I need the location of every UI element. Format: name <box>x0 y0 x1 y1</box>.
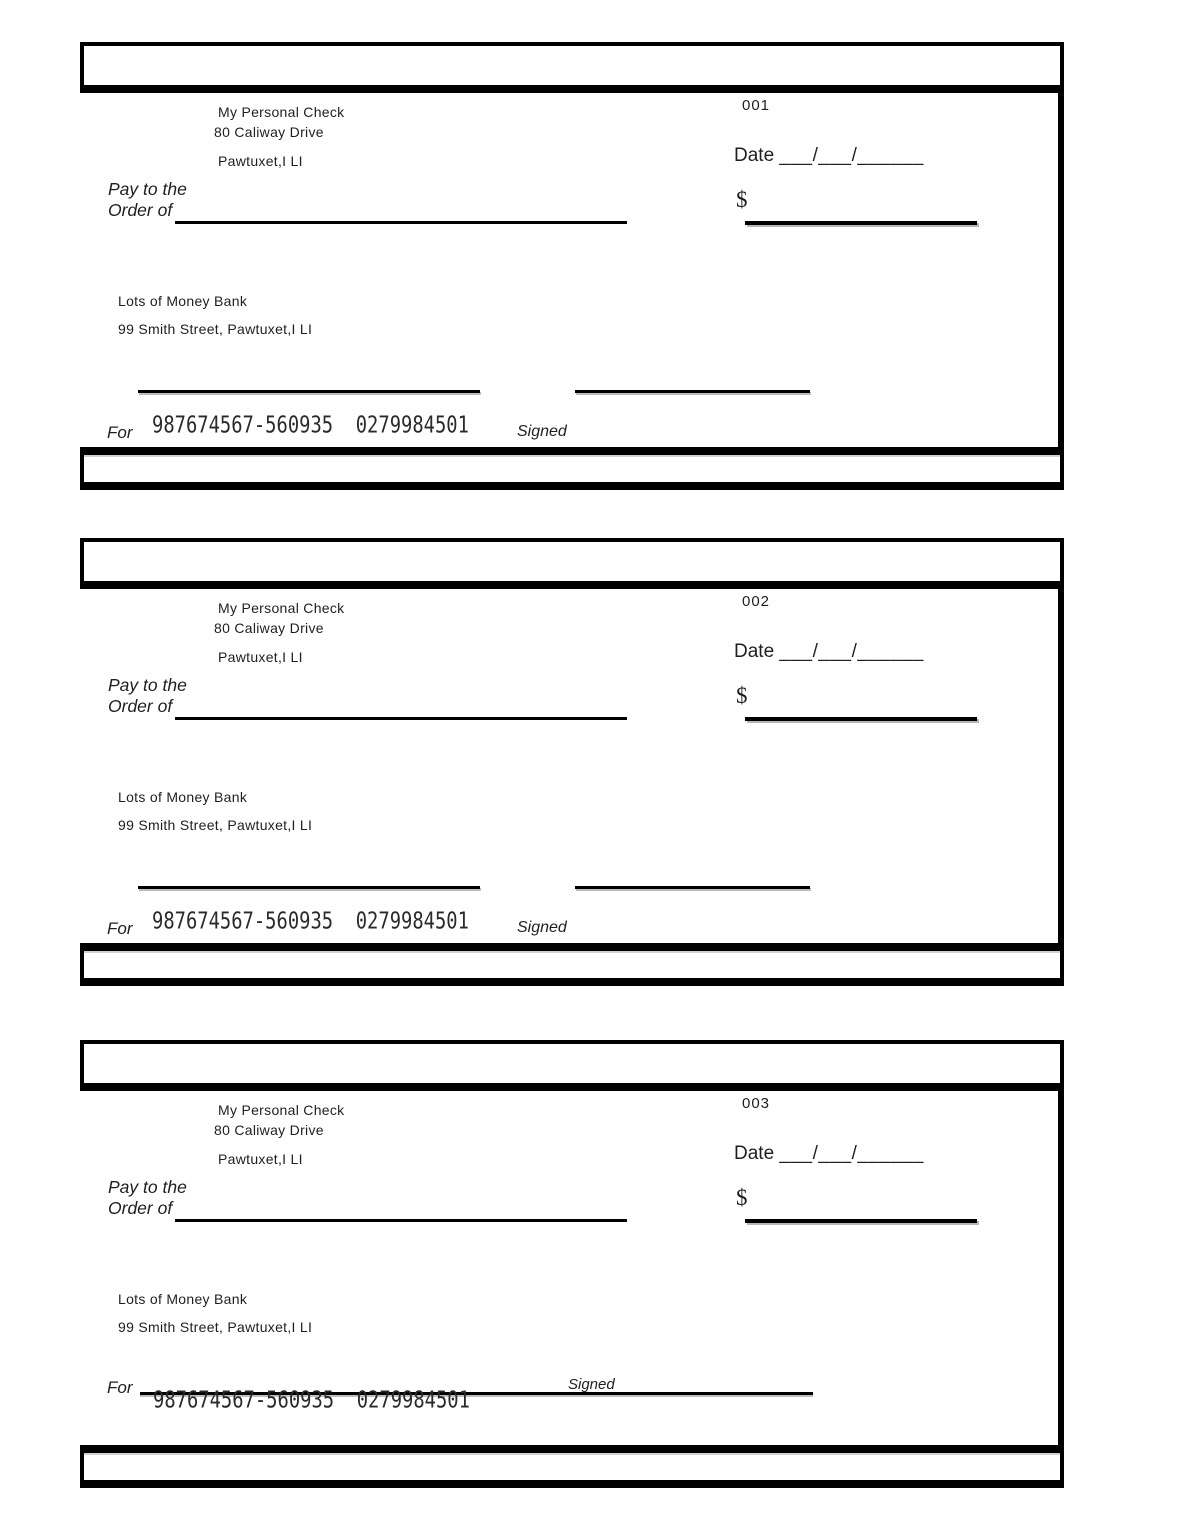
check-001 <box>80 42 1064 490</box>
check-002-body <box>80 581 1064 951</box>
payee-blank-line[interactable] <box>175 1219 627 1222</box>
check-number: 003 <box>742 1095 771 1112</box>
pay-to-order-label: Pay to the Order of <box>108 179 187 220</box>
check-002 <box>80 538 1064 986</box>
date-field[interactable] <box>734 145 924 167</box>
check-number: 001 <box>742 97 771 114</box>
memo-blank-line[interactable] <box>138 390 480 393</box>
payer-address-line2: Pawtuxet,I LI <box>218 649 303 665</box>
memo-blank-line[interactable] <box>138 886 480 889</box>
date-field[interactable] <box>734 641 924 663</box>
amount-blank-line[interactable] <box>745 1219 977 1223</box>
pay-to-order-label: Pay to the Order of <box>108 675 187 716</box>
payer-name: My Personal Check <box>218 600 345 616</box>
micr-routing-account-numbers: 987674567-560935 0279984501 <box>153 1386 470 1414</box>
payer-address-line2: Pawtuxet,I LI <box>218 1151 303 1167</box>
payee-blank-line[interactable] <box>175 221 627 224</box>
for-label: For <box>107 1378 133 1397</box>
pay-to-order-label: Pay to the Order of <box>108 1177 187 1218</box>
bank-name: Lots of Money Bank <box>118 789 248 805</box>
payer-address-line1: 80 Caliway Drive <box>214 1122 324 1138</box>
dollar-sign: $ <box>736 187 748 212</box>
payer-name: My Personal Check <box>218 104 345 120</box>
bank-name: Lots of Money Bank <box>118 293 248 309</box>
payer-address-line1: 80 Caliway Drive <box>214 620 324 636</box>
amount-blank-line[interactable] <box>745 221 977 225</box>
signature-blank-line[interactable] <box>575 390 810 393</box>
bank-name: Lots of Money Bank <box>118 1291 248 1307</box>
signature-blank-line[interactable] <box>575 886 810 889</box>
payer-address-line2: Pawtuxet,I LI <box>218 153 303 169</box>
bank-address: 99 Smith Street, Pawtuxet,I LI <box>118 321 313 337</box>
signed-label: Signed <box>568 1376 615 1393</box>
for-label: For <box>107 423 133 442</box>
check-001-body <box>80 85 1064 455</box>
for-label: For <box>107 919 133 938</box>
check-number: 002 <box>742 593 771 610</box>
date-blank-line[interactable]: ___/___/______ <box>779 641 924 662</box>
amount-blank-line[interactable] <box>745 717 977 721</box>
date-label: Date <box>734 1143 775 1164</box>
dollar-sign: $ <box>736 1185 748 1210</box>
signed-label: Signed <box>517 423 567 440</box>
check-003-body <box>80 1083 1064 1453</box>
payer-address-line1: 80 Caliway Drive <box>214 124 324 140</box>
dollar-sign: $ <box>736 683 748 708</box>
date-label: Date <box>734 145 775 166</box>
payee-blank-line[interactable] <box>175 717 627 720</box>
bank-address: 99 Smith Street, Pawtuxet,I LI <box>118 817 313 833</box>
check-003 <box>80 1040 1064 1488</box>
micr-routing-account-numbers: 987674567-560935 0279984501 <box>152 907 469 935</box>
date-blank-line[interactable]: ___/___/______ <box>779 1143 924 1164</box>
signed-label: Signed <box>517 919 567 936</box>
micr-routing-account-numbers: 987674567-560935 0279984501 <box>152 411 469 439</box>
date-blank-line[interactable]: ___/___/______ <box>779 145 924 166</box>
date-field[interactable] <box>734 1143 924 1165</box>
date-label: Date <box>734 641 775 662</box>
payer-name: My Personal Check <box>218 1102 345 1118</box>
bank-address: 99 Smith Street, Pawtuxet,I LI <box>118 1319 313 1335</box>
